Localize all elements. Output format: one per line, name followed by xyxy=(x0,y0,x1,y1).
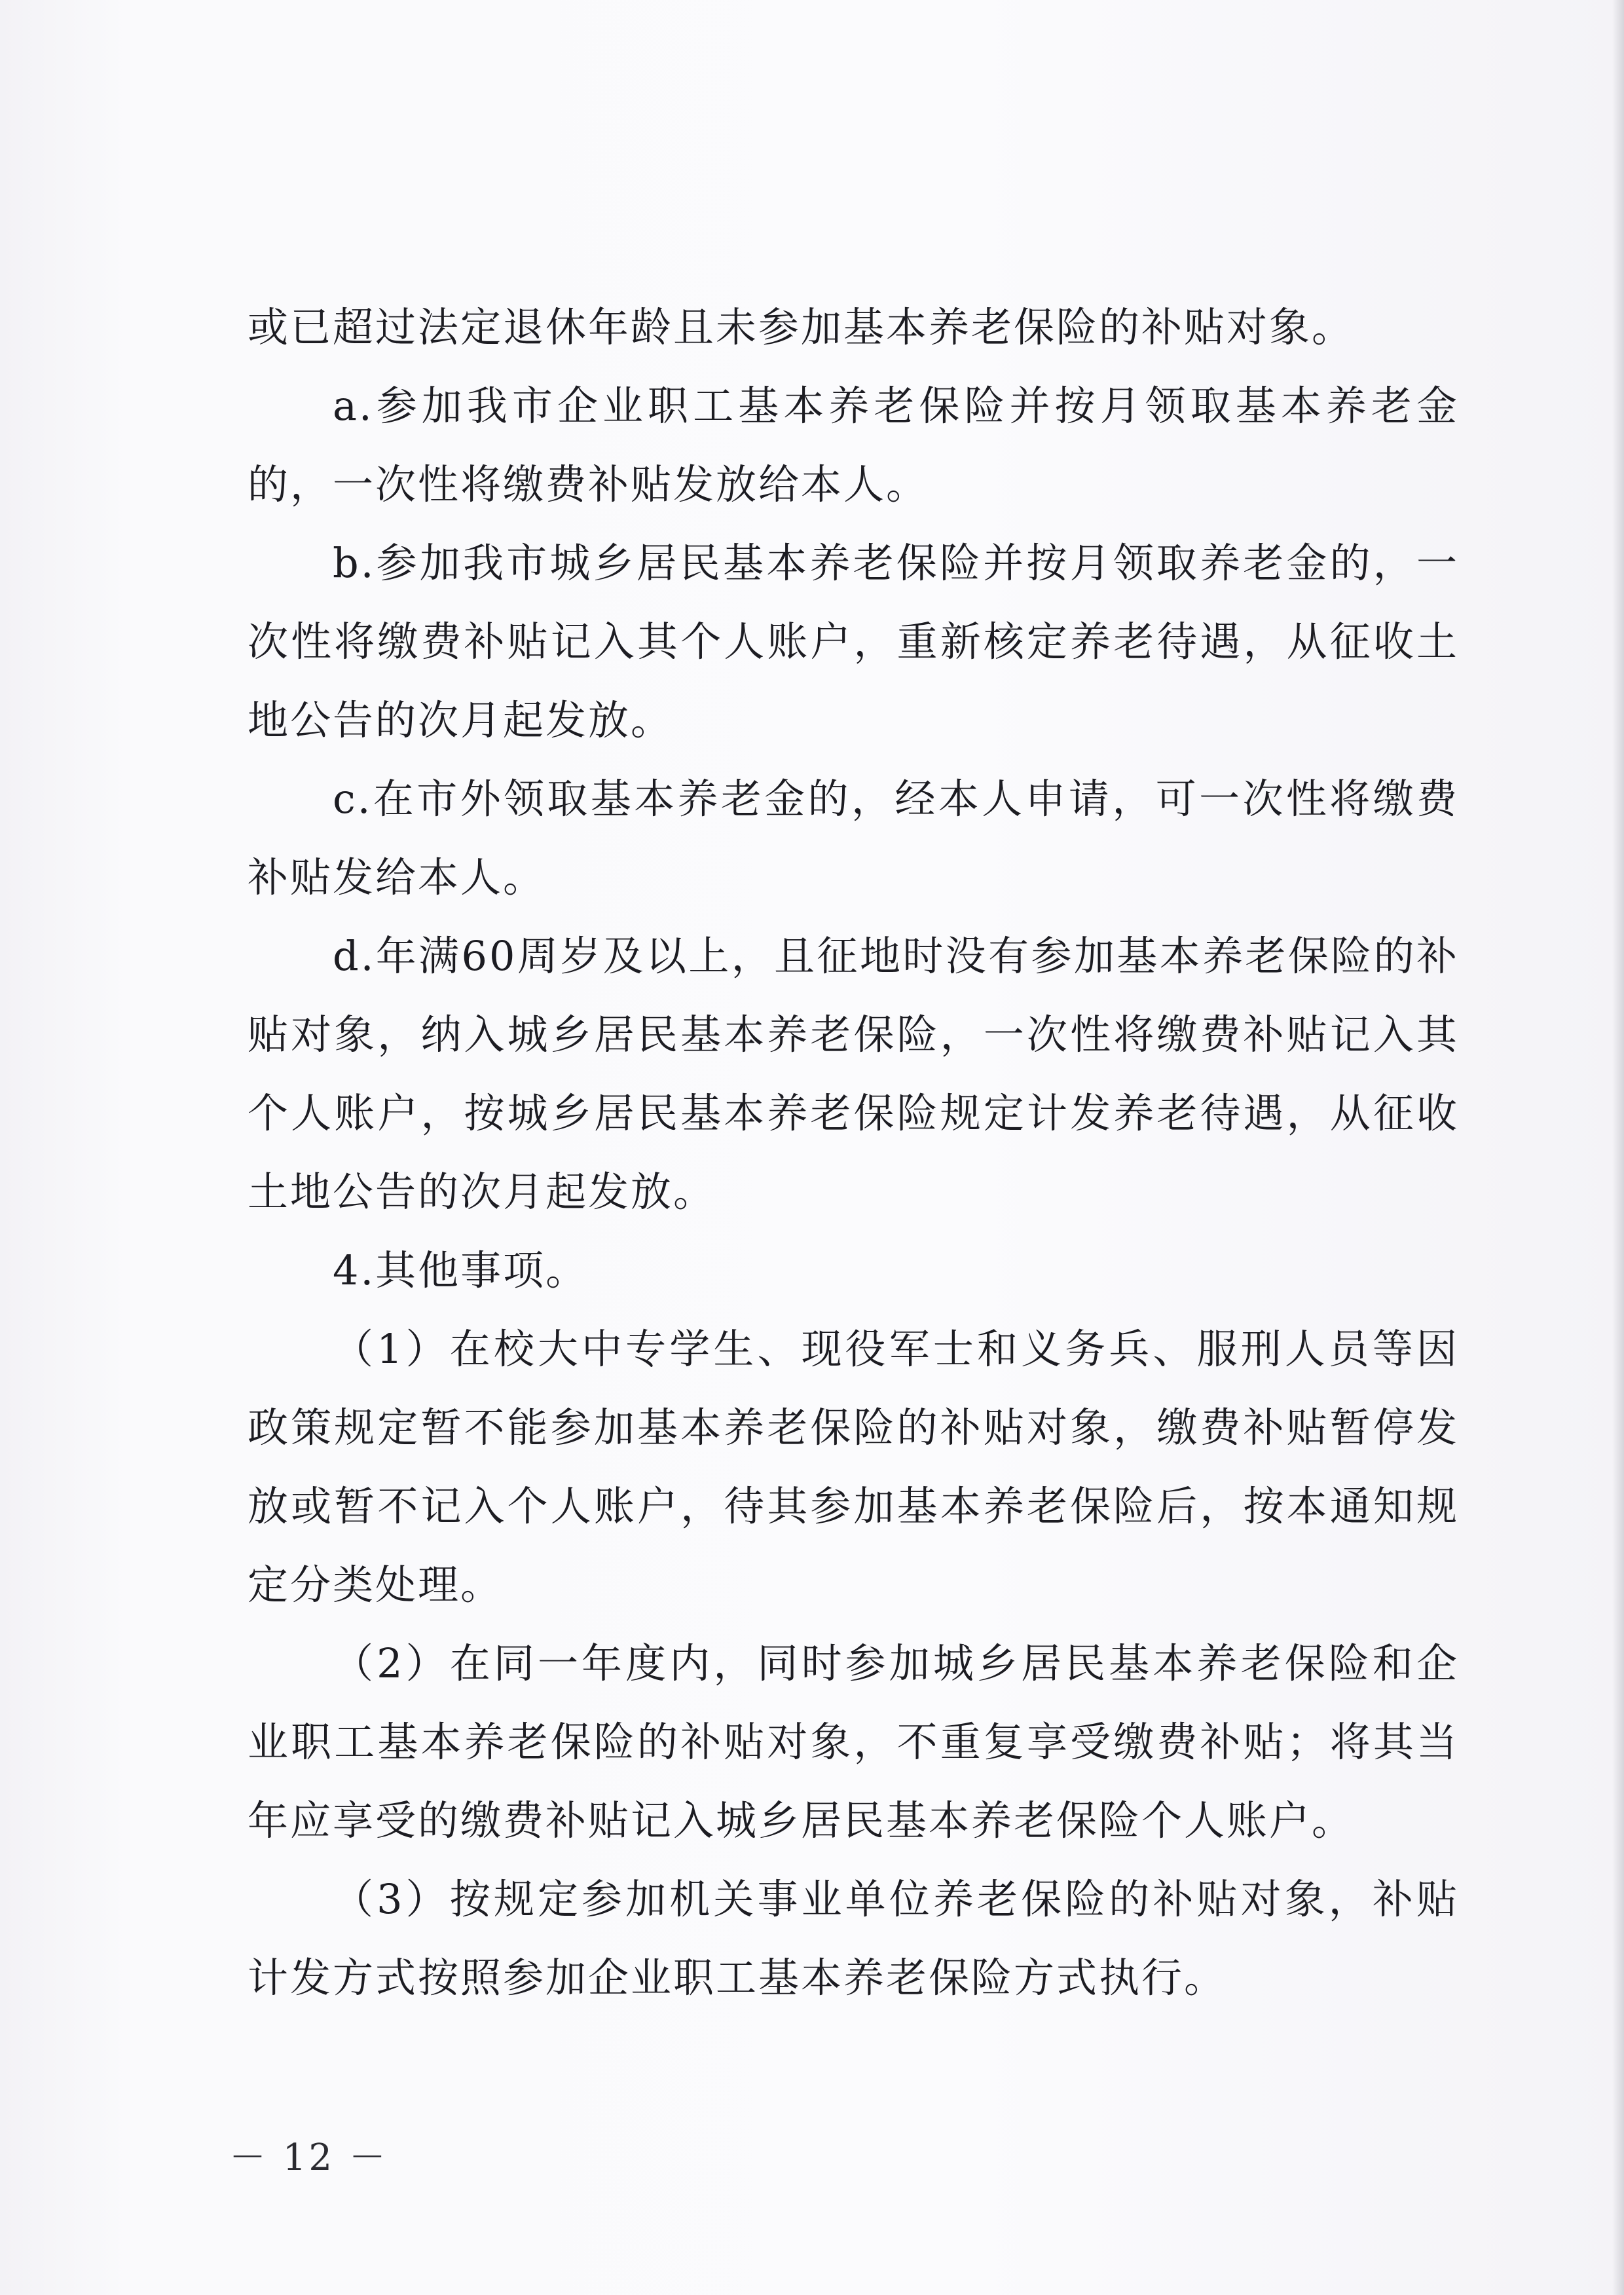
paragraph-item-d: d.年满60周岁及以上，且征地时没有参加基本养老保险的补贴对象，纳入城乡居民基本养老保险，一次性将缴费补贴记入其个人账户，按城乡居民基本养老保险规定计发养老待遇，从征收土地公告的次月起发放。 xyxy=(248,932,1459,1216)
paragraph-item-b: b.参加我市城乡居民基本养老保险并按月领取养老金的，一次性将缴费补贴记入其个人账户，重新核定养老待遇，从征收土地公告的次月起发放。 xyxy=(248,539,1459,744)
page-number: － 12 － xyxy=(229,2136,388,2179)
paragraph-item-a: a.参加我市企业职工基本养老保险并按月领取基本养老金的，一次性将缴费补贴发放给本人。 xyxy=(248,382,1459,508)
section-heading-other-matters: 4.其他事项。 xyxy=(333,1246,589,1294)
page-edge-shadow xyxy=(1612,0,1624,2295)
paragraph-continuation: 或已超过法定退休年龄且未参加基本养老保险的补贴对象。 xyxy=(248,303,1355,351)
paragraph-item-2: （2）在同一年度内，同时参加城乡居民基本养老保险和企业职工基本养老保险的补贴对象，不重复享受缴费补贴；将其当年应享受的缴费补贴记入城乡居民基本养老保险个人账户。 xyxy=(248,1639,1459,1844)
paragraph-item-1: （1）在校大中专学生、现役军士和义务兵、服刑人员等因政策规定暂不能参加基本养老保险的补贴对象，缴费补贴暂停发放或暂不记入个人账户，待其参加基本养老保险后，按本通知规定分类处理。 xyxy=(248,1325,1459,1609)
paragraph-item-c: c.在市外领取基本养老金的，经本人申请，可一次性将缴费补贴发给本人。 xyxy=(248,775,1459,901)
paragraph-item-3: （3）按规定参加机关事业单位养老保险的补贴对象，补贴计发方式按照参加企业职工基本养老保险方式执行。 xyxy=(248,1875,1459,2002)
document-body xyxy=(248,288,1459,2017)
